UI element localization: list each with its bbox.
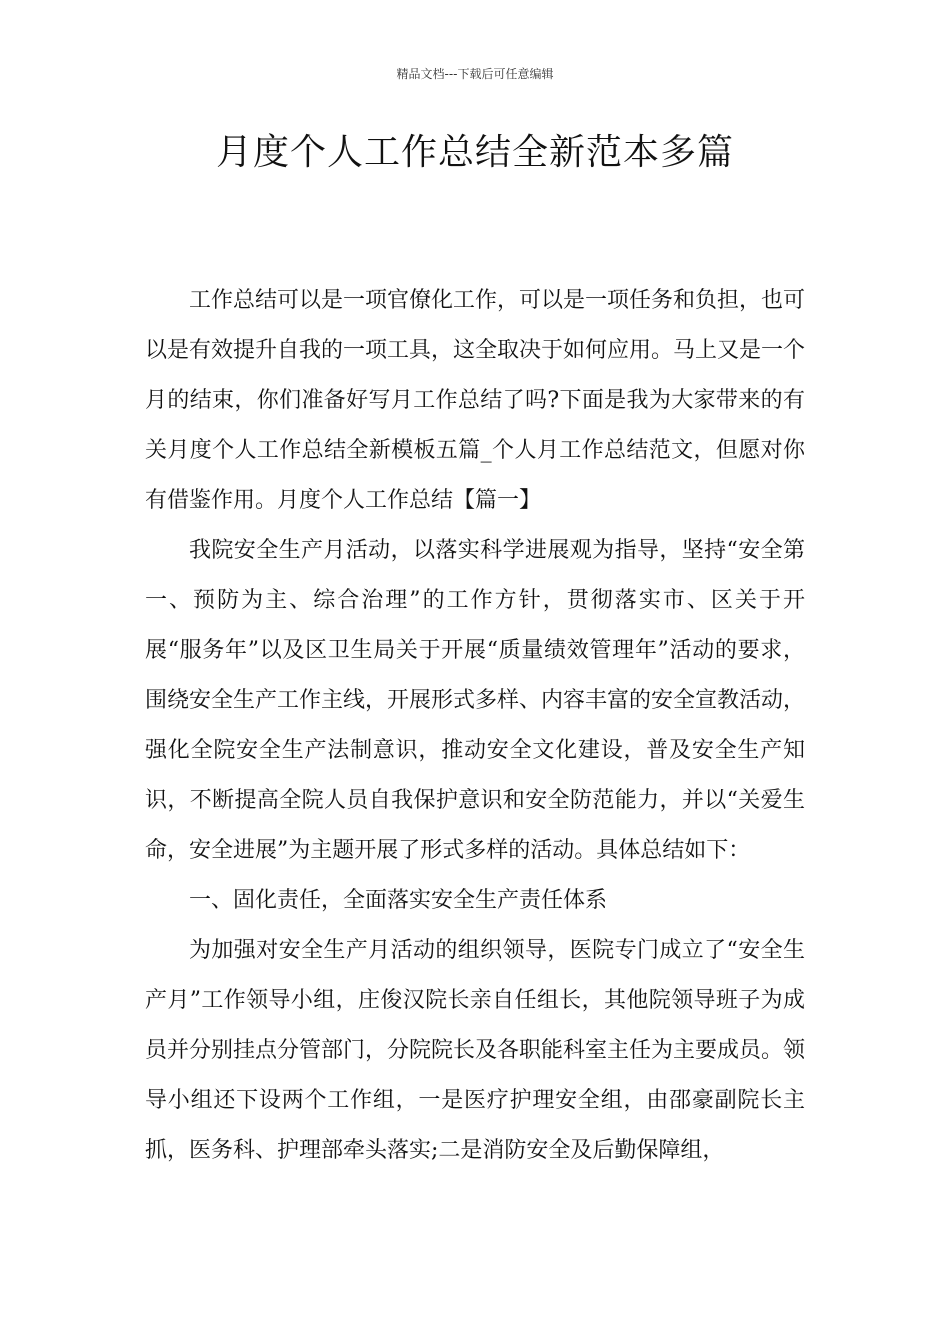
paragraph-organization: 为加强对安全生产月活动的组织领导，医院专门成立了“安全生产月”工作领导小组，庄俊汉院长亲自任组长，其他院领导班子为成员并分别挂点分管部门，分院院长及各职能科室主任为主要成员。领导小组还下设两个工作组，一是医疗护理安全组，由邵豪副院长主抓，医务科、护理部牵头落实;二是消防安全及后勤保障组， [145,938,806,1163]
header-note: 精品文档---下载后可任意编辑 [396,67,554,81]
section-heading-responsibility: 一、固化责任，全面落实安全生产责任体系 [189,888,608,913]
document-title: 月度个人工作总结全新范本多篇 [215,132,734,173]
paragraph-activity-overview: 我院安全生产月活动，以落实科学进展观为指导，坚持“安全第一、预防为主、综合治理”的工作方针，贯彻落实市、区关于开展“服务年”以及区卫生局关于开展“质量绩效管理年”活动的要求，围绕安全生产工作主线，开展形式多样、内容丰富的安全宣教活动，强化全院安全生产法制意识，推动安全文化建设，普及安全生产知识，不断提高全院人员自我保护意识和安全防范能力，并以“关爱生命，安全进展”为主题开展了形式多样的活动。具体总结如下： [145,538,806,863]
document-body [145,276,805,1176]
paragraph-intro: 工作总结可以是一项官僚化工作，可以是一项任务和负担，也可以是有效提升自我的一项工具，这全取决于如何应用。马上又是一个月的结束，你们准备好写月工作总结了吗?下面是我为大家带来的有关月度个人工作总结全新模板五篇_个人月工作总结范文，但愿对你有借鉴作用。月度个人工作总结【篇一】 [145,288,806,513]
